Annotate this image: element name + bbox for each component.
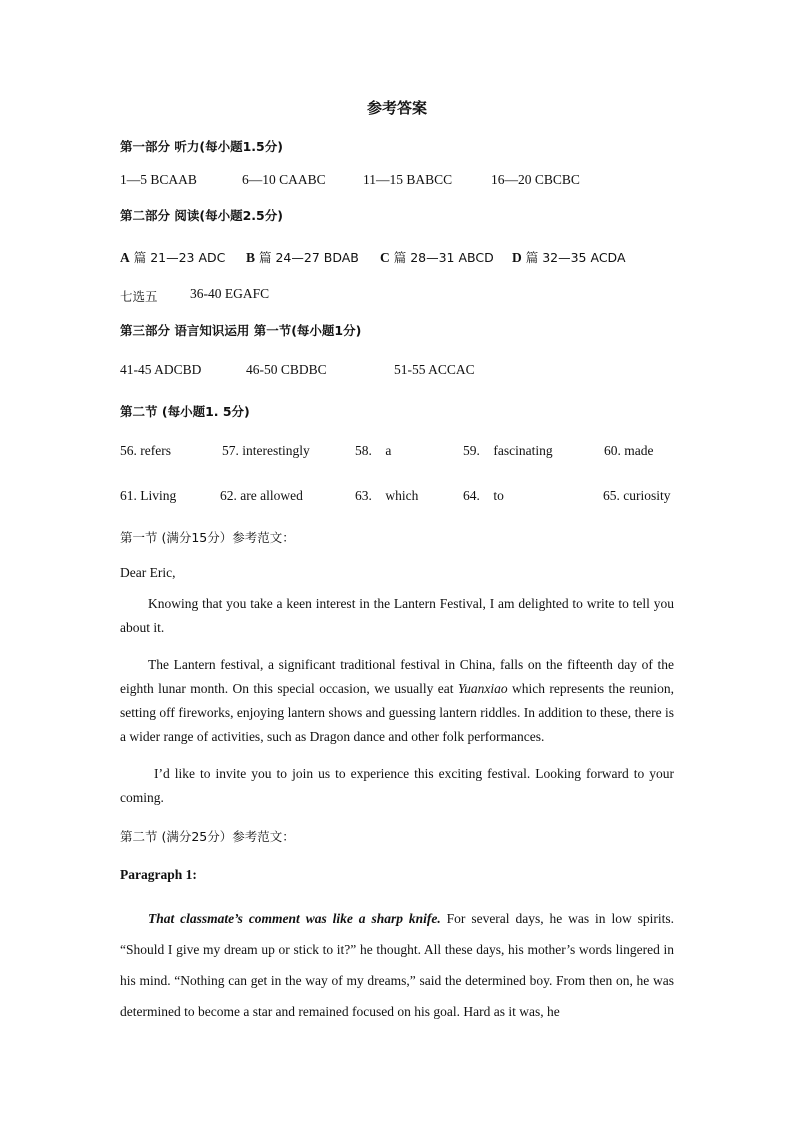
grammar-answer-61: 61. Living <box>120 488 177 503</box>
grammar-answer-63: 63. which <box>355 488 419 503</box>
passage-label: A <box>120 250 130 265</box>
part2-heading: 第二部分 阅读(每小题2.5分) <box>120 208 283 223</box>
seven-choose-five-answer: 36-40 EGAFC <box>190 286 270 301</box>
grammar-answer-62: 62. are allowed <box>220 488 303 503</box>
part1-answer-1: 1—5 BCAAB <box>120 172 197 187</box>
grammar-answer-65: 65. curiosity <box>603 488 671 503</box>
passage-answers: 篇 32—35 ACDA <box>521 250 626 265</box>
part2-answer-a <box>120 248 225 266</box>
seven-choose-five-label: 七选五 <box>120 289 158 304</box>
writing2-heading: 第二节 (满分25分）参考范文： <box>120 829 295 844</box>
passage-label: B <box>246 250 256 265</box>
passage-answers: 篇 28—31 ABCD <box>389 250 494 265</box>
letter-paragraph-3: I’d like to invite you to join us to experience this exciting festival. Looking forward to your coming. <box>120 766 674 805</box>
writing1-heading: 第一节 (满分15分）参考范文： <box>120 530 295 545</box>
part2-answer-b <box>246 248 359 266</box>
story-paragraph-1: That classmate’s comment was like a sharp knife. For several days, he was in low spirits. “Should I give my dream up or stick to it?” he thought. All these days, his mother’s words lingered in his mind. “Nothing can get in the way of my dreams,” said the determined boy. From then on, he was determined to become a star and remained focused on his goal. Hard as it was, he <box>120 911 674 1019</box>
part3-heading: 第三部分 语言知识运用 第一节(每小题1分) <box>120 323 362 338</box>
letter-paragraph-2: The Lantern festival, a significant traditional festival in China, falls on the fifteenth day of the eighth lunar month. On this special occasion, we usually eat Yuanxiao which represents the reunion, setting off fireworks, enjoying lantern shows and guessing lantern riddles. In addition to these, there is a wider range of activities, such as Dragon dance and other folk performances. <box>120 657 674 744</box>
story-opening-sentence: That classmate’s comment was like a sharp knife. <box>148 911 441 926</box>
part1-answer-2: 6—10 CAABC <box>242 172 326 187</box>
passage-answers: 篇 24—27 BDAB <box>255 250 359 265</box>
letter-paragraph-1: Knowing that you take a keen interest in the Lantern Festival, I am delighted to write to tell you about it. <box>120 596 674 635</box>
passage-label: C <box>380 250 390 265</box>
part1-heading: 第一部分 听力(每小题1.5分) <box>120 139 283 154</box>
part3-answer-3: 51-55 ACCAC <box>394 362 475 377</box>
paragraph-label: Paragraph 1: <box>120 867 197 882</box>
part3-section2-heading: 第二节 (每小题1. 5分) <box>120 404 250 419</box>
grammar-answer-59: 59. fascinating <box>463 443 553 458</box>
part1-answer-3: 11—15 BABCC <box>363 172 453 187</box>
part3-answer-2: 46-50 CBDBC <box>246 362 327 377</box>
part3-answer-1: 41-45 ADCBD <box>120 362 202 377</box>
passage-answers: 篇 21—23 ADC <box>129 250 226 265</box>
letter-greeting: Dear Eric, <box>120 565 176 580</box>
grammar-answer-60: 60. made <box>604 443 654 458</box>
page-title: 参考答案 <box>366 99 427 117</box>
grammar-answer-56: 56. refers <box>120 443 171 458</box>
part1-answer-4: 16—20 CBCBC <box>491 172 580 187</box>
part2-answer-d <box>512 248 626 266</box>
yuanxiao-term: Yuanxiao <box>457 681 508 696</box>
grammar-answer-58: 58. a <box>355 443 392 458</box>
passage-label: D <box>512 250 522 265</box>
part2-answer-c <box>380 248 494 266</box>
grammar-answer-64: 64. to <box>463 488 504 503</box>
grammar-answer-57: 57. interestingly <box>222 443 310 458</box>
